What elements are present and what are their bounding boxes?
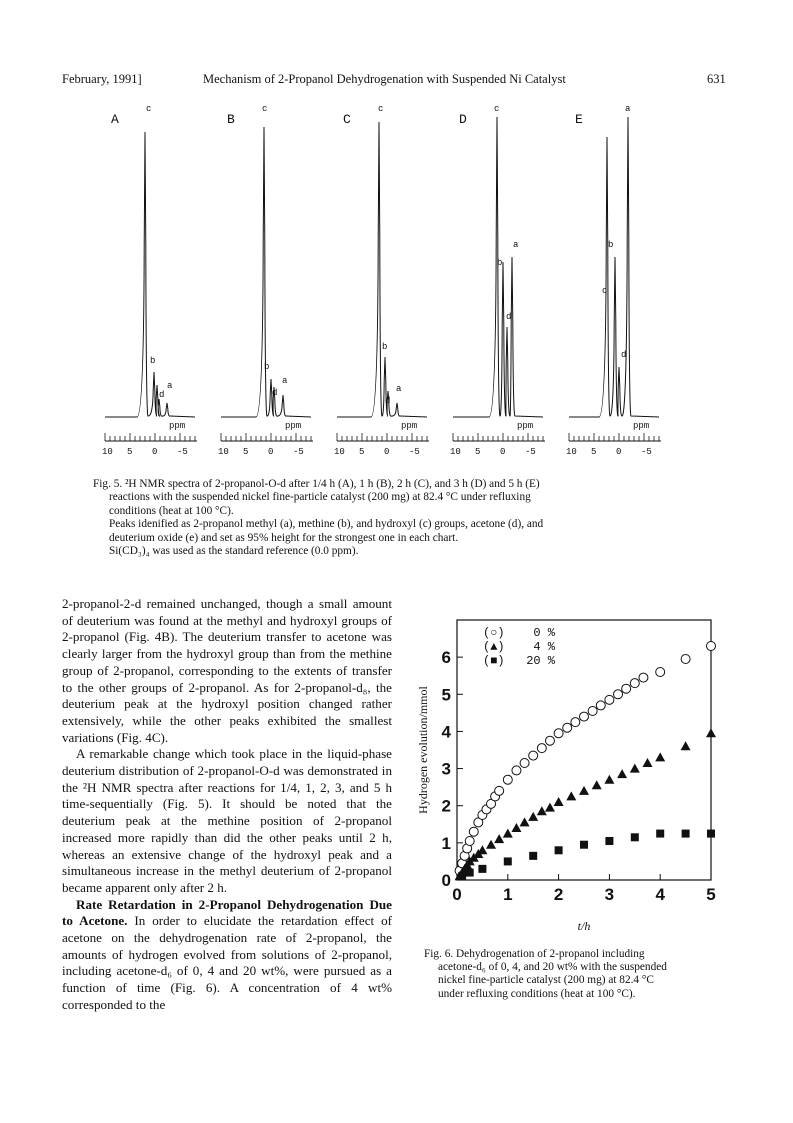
x-tick-label: 3 — [604, 885, 615, 904]
peak-label: a — [625, 104, 631, 114]
panel-letter: E — [575, 112, 583, 127]
data-point — [571, 718, 580, 727]
peak-label: b — [150, 356, 156, 366]
legend-symbol: (■) — [483, 654, 505, 668]
ppm-tick-label: 0 — [268, 447, 274, 457]
data-point — [579, 786, 589, 795]
legend-symbol: (▲) — [483, 640, 505, 654]
data-point — [478, 865, 486, 873]
spectrum-trace — [337, 122, 427, 417]
axis-unit-label: ppm — [401, 421, 418, 431]
data-point — [495, 786, 504, 795]
data-point — [545, 803, 555, 812]
hydrogen-evolution-chart — [405, 612, 725, 937]
data-point — [580, 841, 588, 849]
data-point — [605, 695, 614, 704]
data-point — [466, 869, 474, 877]
x-tick-label: 1 — [503, 885, 513, 904]
peak-label: d — [385, 396, 391, 406]
data-point — [503, 829, 513, 838]
data-point — [707, 642, 716, 651]
y-axis-label: Hydrogen evolution/mmol — [416, 686, 430, 814]
ppm-tick-label: -5 — [293, 447, 304, 457]
y-tick-label: 0 — [441, 871, 451, 890]
peak-label: a — [167, 381, 173, 391]
fig6-caption-line: nickel fine-particle catalyst (200 mg) at 82.4 °C — [438, 974, 654, 987]
x-tick-label: 0 — [452, 885, 462, 904]
data-point — [580, 712, 589, 721]
data-point — [528, 812, 538, 821]
y-tick-label: 5 — [441, 685, 451, 705]
data-point — [537, 744, 546, 753]
body-paragraph — [62, 897, 392, 1014]
ppm-tick-label: 5 — [127, 447, 133, 457]
data-point — [529, 852, 537, 860]
peak-label: a — [282, 376, 288, 386]
fig5-caption-line: Peaks idenified as 2-propanol methyl (a), methine (b), and hydroxyl (c) groups, acetone (d), and — [109, 518, 544, 531]
ppm-tick-label: 0 — [500, 447, 506, 457]
data-point — [554, 729, 563, 738]
y-tick-label: 1 — [441, 833, 451, 853]
data-point — [486, 840, 496, 849]
data-point — [545, 736, 554, 745]
x-tick-label: 2 — [553, 885, 564, 904]
ppm-tick-label: -5 — [177, 447, 188, 457]
fig5-caption-line: conditions (heat at 100 °C). — [109, 504, 234, 517]
data-point — [630, 679, 639, 688]
x-tick-label: 4 — [655, 885, 665, 904]
ppm-tick-label: 10 — [102, 447, 113, 457]
data-point — [520, 759, 529, 768]
data-point — [566, 791, 576, 800]
data-point — [605, 837, 613, 845]
spectrum-trace — [569, 117, 659, 417]
legend-symbol: (○) — [483, 626, 505, 640]
ppm-tick-label: 5 — [243, 447, 249, 457]
data-point — [655, 752, 665, 761]
data-point — [682, 830, 690, 838]
peak-label: a — [513, 240, 519, 250]
ppm-tick-label: -5 — [641, 447, 652, 457]
panel-letter: C — [343, 112, 351, 127]
ppm-tick-label: 10 — [218, 447, 229, 457]
running-head-title: Mechanism of 2-Propanol Dehydrogenation with Suspended Ni Catalyst — [203, 72, 566, 86]
peak-label: d — [159, 390, 165, 400]
axis-unit-label: ppm — [169, 421, 186, 431]
peak-label: c — [602, 286, 608, 296]
spectrum-trace — [105, 132, 195, 417]
body-paragraph: A remarkable change which took place in the liquid-phase deuterium distribution of 2-propanol-O-d was demonstrated in the ²H NMR spectra after reactions for 1/4, 1, 2, 3, and 5 h time-sequentially (Fig. 5). It should be noted that the deuterium peak at the methine position of 2-propanol increased more rapidly than did the other peaks until 2 h, whereas an extensive change of the hydroxyl peak and a simultaneous increase in the methyl deuterium of 2-propanol became apparent only after 2 h. — [62, 746, 392, 895]
data-point — [458, 872, 466, 880]
body-text-column — [62, 596, 392, 1014]
ppm-tick-label: 10 — [450, 447, 461, 457]
peak-label: c — [378, 104, 384, 114]
data-point — [706, 728, 716, 737]
peak-label: b — [264, 362, 270, 372]
body-paragraph: 2-propanol-2-d remained unchanged, though a small amount of deuterium was found at the methyl and hydroxyl groups of 2-propanol (Fig. 4B). The deuterium transfer to acetone was clearly larger from the hydroxyl group than from the methine group of 2-propanol, corresponding to the extents of transfer to the other groups of 2-propanol. As for 2-propanol-d₈, the deuterium peak at the hydroxyl position changed rather extensively, while the other peaks exhibited the smallest variations (Fig. 4C). — [62, 596, 392, 745]
data-point — [469, 827, 478, 836]
peak-label: d — [621, 350, 627, 360]
data-point — [494, 834, 504, 843]
data-point — [477, 845, 487, 854]
nmr-panel — [218, 104, 313, 457]
data-point — [537, 806, 547, 815]
panel-letter: A — [111, 112, 119, 127]
spectrum-trace — [221, 127, 311, 417]
data-point — [639, 673, 648, 682]
data-point — [631, 833, 639, 841]
fig5-caption-line: Si(CD₃)₄ was used as the standard reference (0.0 ppm). — [109, 545, 359, 558]
data-point — [681, 741, 691, 750]
peak-label: b — [382, 342, 388, 352]
body-paragraph-text: In order to elucidate the retardation effect of acetone on the dehydrogenation rate of 2-propanol, the amounts of hydrogen evolved from solutions of 2-propanol, including acetone-d₆ of 0, 4 and 20 wt%, were pursued as a function of time (Fig. 6). A concentration of 4 wt% corresponded to the — [62, 913, 392, 1012]
section-heading: Rate Retardation in 2-Propanol Dehydrogenation Due to Acetone. — [62, 896, 392, 929]
fig5-caption-line: Fig. 5. ²H NMR spectra of 2-propanol-O-d after 1/4 h (A), 1 h (B), 2 h (C), and 3 h (D) and 5 h (E) — [93, 478, 540, 490]
ppm-tick-label: -5 — [525, 447, 536, 457]
x-axis-label: t/h — [577, 919, 591, 933]
data-point — [588, 707, 597, 716]
nmr-panel — [450, 104, 545, 457]
data-point — [554, 797, 564, 806]
data-point — [503, 775, 512, 784]
ppm-tick-label: 0 — [616, 447, 622, 457]
running-head-date: February, 1991] — [62, 72, 142, 86]
data-point — [630, 764, 640, 773]
data-point — [617, 769, 627, 778]
data-point — [504, 857, 512, 865]
data-point — [656, 830, 664, 838]
fig5-caption-line: reactions with the suspended nickel fine-particle catalyst (200 mg) at 82.4 °C under refluxing — [109, 491, 531, 504]
axis-unit-label: ppm — [633, 421, 650, 431]
panel-letter: B — [227, 112, 235, 127]
data-point — [614, 690, 623, 699]
y-tick-label: 3 — [441, 759, 451, 779]
data-point — [656, 668, 665, 677]
ppm-tick-label: 5 — [591, 447, 597, 457]
data-point — [511, 823, 521, 832]
fig6-caption-line: Fig. 6. Dehydrogenation of 2-propanol including — [424, 948, 645, 960]
y-tick-label: 6 — [441, 648, 451, 668]
data-point — [596, 701, 605, 710]
panel-letter: D — [459, 112, 467, 127]
data-point — [465, 837, 474, 846]
ppm-tick-label: 0 — [384, 447, 390, 457]
nmr-panel — [102, 104, 197, 457]
ppm-tick-label: 5 — [475, 447, 481, 457]
peak-label: b — [497, 258, 503, 268]
peak-label: c — [494, 104, 500, 114]
x-tick-label: 5 — [706, 885, 716, 904]
peak-label: d — [506, 312, 512, 322]
peak-label: c — [146, 104, 152, 114]
y-tick-label: 4 — [441, 722, 451, 742]
nmr-panel — [566, 104, 661, 457]
data-point — [520, 817, 530, 826]
axis-unit-label: ppm — [285, 421, 302, 431]
ppm-tick-label: -5 — [409, 447, 420, 457]
data-point — [512, 766, 521, 775]
fig5-caption-line: deuterium oxide (e) and set as 95% height for the strongest one in each chart. — [109, 531, 459, 544]
data-point — [555, 846, 563, 854]
nmr-spectra-figure — [85, 95, 705, 467]
data-point — [681, 655, 690, 664]
peak-label: b — [608, 240, 614, 250]
peak-label: c — [262, 104, 268, 114]
ppm-tick-label: 5 — [359, 447, 365, 457]
data-point — [604, 775, 614, 784]
fig6-caption — [424, 948, 724, 1001]
ppm-tick-label: 0 — [152, 447, 158, 457]
nmr-panel — [334, 104, 429, 457]
data-point — [563, 723, 572, 732]
data-point — [592, 780, 602, 789]
page-number: 631 — [707, 72, 726, 86]
data-point — [622, 684, 631, 693]
legend-label: 4 % — [533, 640, 555, 654]
legend-label: 20 % — [526, 654, 555, 668]
data-point — [643, 758, 653, 767]
fig6-caption-line: under refluxing conditions (heat at 100 °C). — [438, 987, 636, 1000]
ppm-tick-label: 10 — [334, 447, 345, 457]
peak-label: d — [272, 388, 278, 398]
data-point — [707, 830, 715, 838]
fig6-caption-line: acetone-d₆ of 0, 4, and 20 wt% with the suspended — [438, 961, 667, 974]
data-point — [529, 751, 538, 760]
axis-unit-label: ppm — [517, 421, 534, 431]
peak-label: a — [396, 384, 402, 394]
ppm-tick-label: 10 — [566, 447, 577, 457]
y-tick-label: 2 — [441, 796, 451, 816]
legend-label: 0 % — [533, 626, 555, 640]
fig5-caption — [93, 478, 693, 558]
